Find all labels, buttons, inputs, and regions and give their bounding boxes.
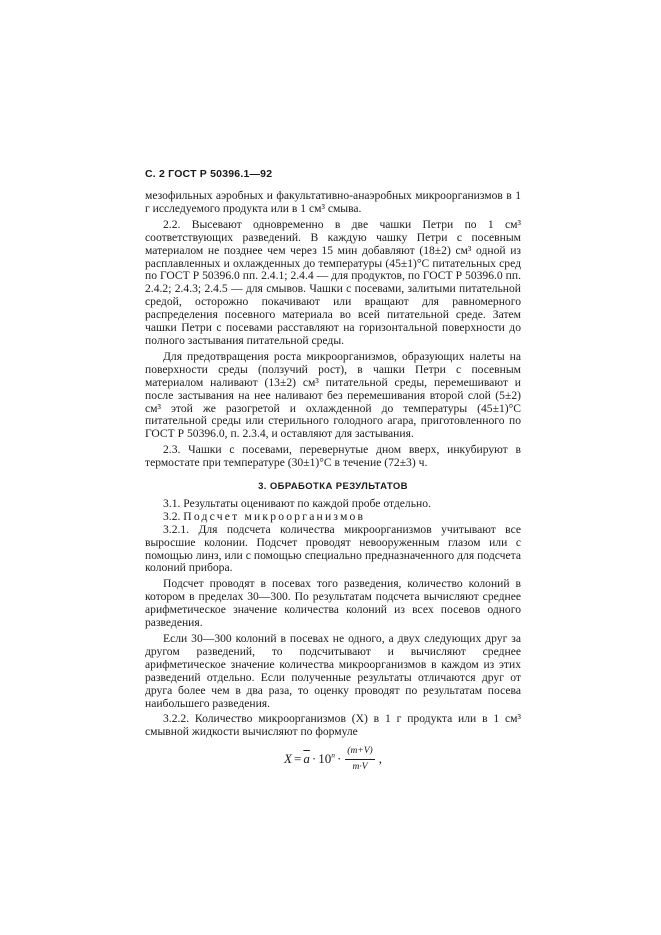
paragraph-two-dilutions: Если 30—300 колоний в посевах не одного, а двух следующих друг за другом разведений, то подсчитывают и вычисляют среднее арифметическое значение количества микроорганизмов в каждом из этих разведений отдельно. Если полученные результаты отличаются друг от друга более чем в два раза, то оценку проводят по результатам посева наибольшего разведения. — [145, 632, 521, 710]
paragraph-counting: Подсчет проводят в посевах того разведения, количество колоний в котором в пределах 30—300. По результатам подсчета вычисляют среднее арифметическое значение количества колоний из всех посевов одного разведения. — [145, 577, 521, 630]
formula-comma: , — [378, 751, 382, 767]
formula-dot: · — [311, 751, 317, 767]
section-title: 3. ОБРАБОТКА РЕЗУЛЬТАТОВ — [258, 481, 408, 493]
paragraph-continuation: мезофильных аэробных и факультативно-анаэробных микроорганизмов в 1 г исследуемого продукта или в 1 см³ смыва. — [145, 189, 521, 215]
formula-equals: = — [294, 751, 302, 767]
paragraph-3-2-heading: Подсчет микроорганизмов — [183, 509, 366, 523]
page-header: С. 2 ГОСТ Р 50396.1—92 — [145, 168, 273, 180]
formula-base-number: 10 — [318, 751, 332, 767]
formula-numerator: (m+V) — [345, 745, 374, 760]
paragraph-3-2-1: 3.2.1. Для подсчета количества микроорганизмов учитывают все выросшие колонии. Подсчет проводят невооруженным глазом или с помощью линз, или с помощью специально предназначенного для подсчета колоний прибора. — [145, 522, 521, 575]
paragraph-3-2-2: 3.2.2. Количество микроорганизмов (X) в 1 г продукта или в 1 см³ смывной жидкости вычисляют по формуле — [145, 712, 521, 739]
paragraph-2-3: 2.3. Чашки с посевами, перевернутые дном вверх, инкубируют в термостате при температуре (30±1)°С в течение (72±3) ч. — [145, 443, 521, 470]
paragraph-2-2: 2.2. Высевают одновременно в две чашки Петри по 1 см³ соответствующих разведений. В каждую чашку Петри с посевным материалом не позднее чем через 15 мин добавляют (18±2) см³ одной из расплавленных и охлажденных до температуры (45±1)°С питательных сред по ГОСТ Р 50396.0 пп. 2.4.1; 2.4.4 — для продуктов, по ГОСТ Р 50396.0 пп. 2.4.2; 2.4.3; 2.4.5 — для смывов. Чашки с посевами, залитыми питательной средой, осторожно покачивают или вращают для равномерного распределения посевного материала во всей питательной среде. Затем чашки Петри с посевами расставляют на горизонтальной поверхности до полного застывания питательной среды. — [145, 217, 521, 347]
paragraph-3-1: 3.1. Результаты оценивают по каждой пробе отдельно. — [163, 496, 431, 510]
paragraph-3-2-number: 3.2. — [163, 509, 181, 523]
formula-denominator: m·V — [352, 762, 368, 773]
formula-base — [318, 750, 335, 767]
paragraph-creeping-growth: Для предотвращения роста микроорганизмов, образующих налеты на поверхности среды (ползучий рост), в чашки Петри с посевным материалом наливают (13±2) см³ питательной среды, перемешивают и после застывания на нее наливают без перемешивания второй слой (5±2) см³ этой же разогретой и охлажденной до температуры (45±1)°С питательной среды или стерильного голодного агара, приготовленного по ГОСТ Р 50396.0, п. 2.3.4, и оставляют для застывания. — [145, 349, 521, 441]
formula-fraction — [345, 745, 374, 774]
formula-dot: · — [336, 751, 342, 767]
page-body — [145, 190, 521, 781]
paragraph-3-2 — [145, 511, 521, 524]
formula — [145, 745, 521, 781]
formula-exponent: n — [331, 750, 335, 760]
formula-lhs: X — [284, 751, 292, 767]
formula-a-bar: $\overline{a}$ — [303, 751, 310, 767]
